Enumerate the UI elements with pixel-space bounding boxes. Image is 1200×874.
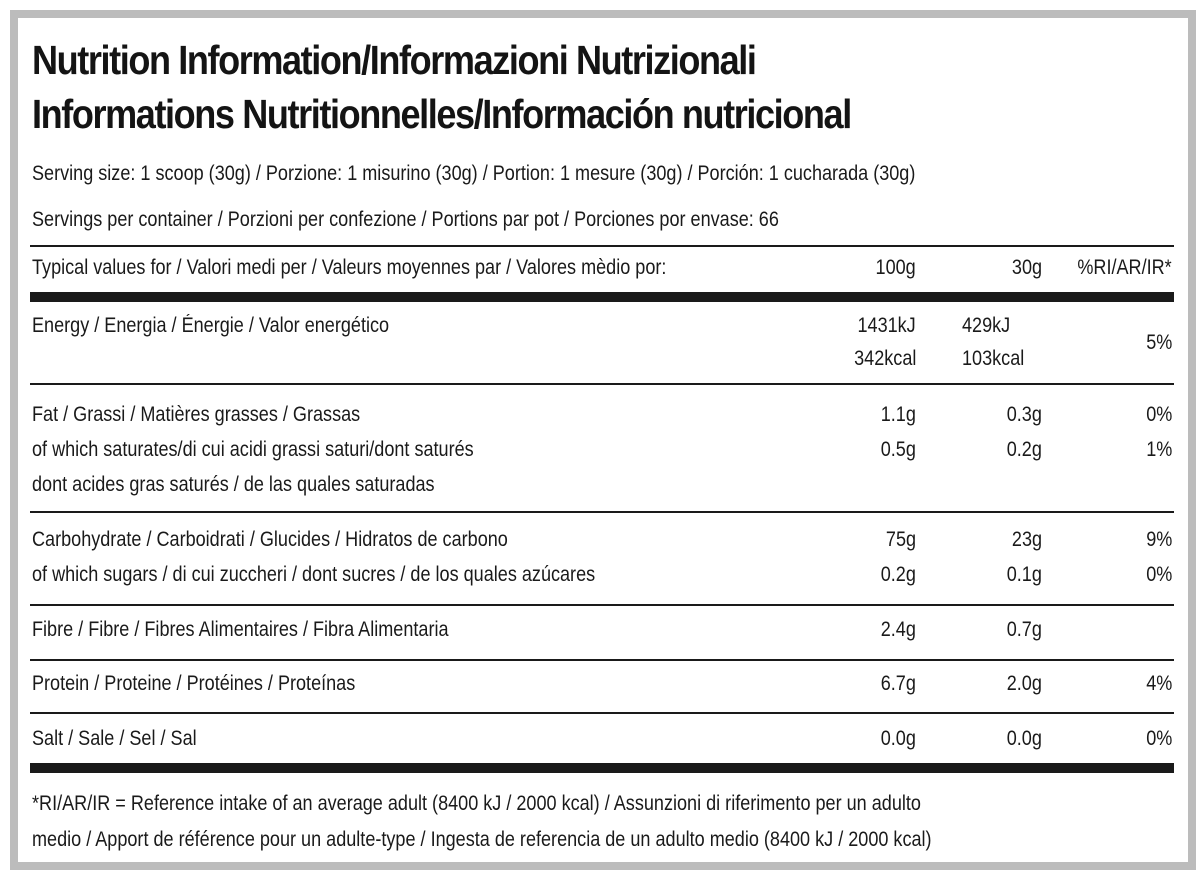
carbohydrate-label: Carbohydrate / Carboidrati / Glucides / Hidratos de carbono bbox=[32, 528, 508, 551]
carbohydrate-30g: 23g bbox=[1011, 528, 1042, 551]
salt-label: Salt / Sale / Sel / Sal bbox=[32, 727, 197, 750]
sugars-100g: 0.2g bbox=[880, 563, 916, 586]
serving-size: Serving size: 1 scoop (30g) / Porzione: 1 misurino (30g) / Portion: 1 mesure (30g) / Porción: 1 cucharada (30g) bbox=[32, 162, 916, 185]
energy-label: Energy / Energia / Énergie / Valor energético bbox=[32, 314, 390, 337]
sugars-ri: 0% bbox=[1145, 563, 1172, 586]
nutrition-label-frame bbox=[10, 10, 1196, 870]
salt-30g: 0.0g bbox=[1006, 727, 1042, 750]
protein-label: Protein / Proteine / Protéines / Proteínas bbox=[32, 672, 356, 695]
saturates-100g: 0.5g bbox=[880, 438, 916, 461]
energy-kcal-100g: 342kcal bbox=[853, 347, 916, 370]
saturates-ri: 1% bbox=[1145, 438, 1172, 461]
title-line-2: Informations Nutritionnelles/Información nutricional bbox=[32, 91, 851, 137]
footnote-line-2: medio / Apport de référence pour un adulte-type / Ingesta de referencia de un adulto medio (8400 kJ / 2000 kcal) bbox=[32, 828, 932, 851]
divider-thick bbox=[30, 292, 1174, 302]
fibre-30g: 0.7g bbox=[1006, 618, 1042, 641]
protein-30g: 2.0g bbox=[1006, 672, 1042, 695]
saturates-label-1: of which saturates/di cui acidi grassi saturi/dont saturés bbox=[32, 438, 474, 461]
fibre-label: Fibre / Fibre / Fibres Alimentaires / Fibra Alimentaria bbox=[32, 618, 449, 641]
header-label: Typical values for / Valori medi per / Valeurs moyennes par / Valores mèdio por: bbox=[32, 256, 667, 279]
energy-kcal-30g: 103kcal bbox=[962, 347, 1025, 370]
title-line-1: Nutrition Information/Informazioni Nutrizionali bbox=[32, 37, 756, 83]
divider bbox=[30, 604, 1174, 606]
header-ri: %RI/AR/IR* bbox=[1077, 256, 1172, 279]
protein-100g: 6.7g bbox=[880, 672, 916, 695]
fat-label: Fat / Grassi / Matières grasses / Grassas bbox=[32, 403, 361, 426]
servings-per-container: Servings per container / Porzioni per confezione / Portions par pot / Porciones por envase: 66 bbox=[32, 208, 779, 231]
energy-ri: 5% bbox=[1145, 331, 1172, 354]
fat-ri: 0% bbox=[1145, 403, 1172, 426]
table-header bbox=[32, 250, 1172, 290]
sugars-30g: 0.1g bbox=[1006, 563, 1042, 586]
divider bbox=[30, 659, 1174, 661]
header-30g: 30g bbox=[1011, 256, 1042, 279]
saturates-30g: 0.2g bbox=[1006, 438, 1042, 461]
footnote-line-1: *RI/AR/IR = Reference intake of an average adult (8400 kJ / 2000 kcal) / Assunzioni di riferimento per un adulto bbox=[32, 792, 921, 815]
energy-kj-30g: 429kJ bbox=[962, 314, 1011, 337]
carbohydrate-ri: 9% bbox=[1145, 528, 1172, 551]
salt-100g: 0.0g bbox=[880, 727, 916, 750]
protein-ri: 4% bbox=[1145, 672, 1172, 695]
divider bbox=[30, 383, 1174, 385]
fat-30g: 0.3g bbox=[1006, 403, 1042, 426]
footnote bbox=[32, 786, 932, 858]
divider bbox=[30, 511, 1174, 513]
saturates-label-2: dont acides gras saturés / de las quales saturadas bbox=[32, 473, 435, 496]
header-100g: 100g bbox=[875, 256, 916, 279]
divider-thick bbox=[30, 763, 1174, 773]
energy-kj-100g: 1431kJ bbox=[857, 314, 916, 337]
carbohydrate-100g: 75g bbox=[885, 528, 916, 551]
salt-ri: 0% bbox=[1145, 727, 1172, 750]
divider bbox=[30, 245, 1174, 247]
fibre-100g: 2.4g bbox=[880, 618, 916, 641]
fat-100g: 1.1g bbox=[880, 403, 916, 426]
divider bbox=[30, 712, 1174, 714]
sugars-label: of which sugars / di cui zuccheri / dont sucres / de los quales azúcares bbox=[32, 563, 596, 586]
